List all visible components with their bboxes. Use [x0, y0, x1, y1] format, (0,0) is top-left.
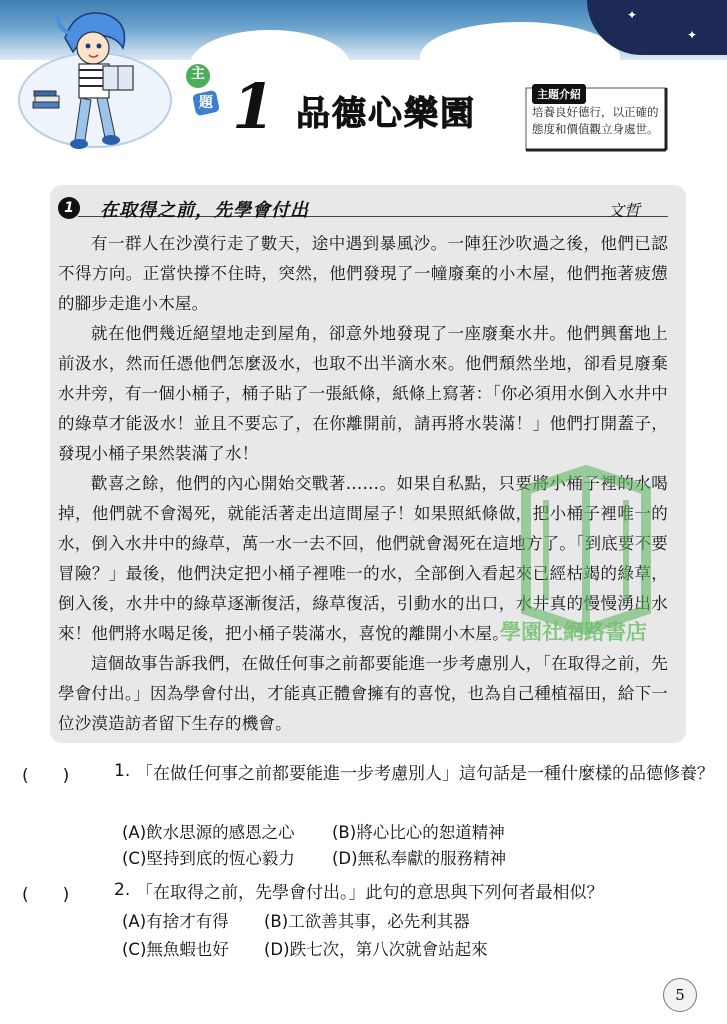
story-author: 文哲: [608, 201, 641, 220]
theme-badge-char-1: 主: [191, 66, 205, 82]
watermark-text: 學園社網路書店: [500, 620, 647, 644]
page-number: 5: [663, 978, 697, 1012]
option-d[interactable]: (D)跌七次，第八次就會站起來: [264, 940, 488, 959]
story-paragraph: 歡喜之餘，他們的內心開始交戰著……。如果自私點，只要將小桶子裡的水喝掉，他們就不會渴死，就能活著走出這間屋子！如果照紙條做，把小桶子裡唯一的水，倒入水井中的綠草，萬一水一去不回，他們就會渴死在這地方了。「到底要不要冒險？」最後，他們決定把小桶子裡唯一的水，全部倒入看起來已經枯竭的綠草，倒入後，水井中的綠草逐漸復活，綠草復活，引動水的出口，水井真的慢慢湧出水來！他們將水喝足後，把小桶子裝滿水，喜悅的離開小木屋。: [58, 474, 668, 643]
books-stack-icon: [32, 90, 62, 110]
girl-reading-illustration: [45, 8, 145, 160]
question-number: 2.: [114, 880, 131, 900]
answer-blank[interactable]: ( ): [22, 885, 70, 905]
answer-blank[interactable]: ( ): [22, 766, 70, 786]
option-a[interactable]: (A)有捨才有得: [122, 912, 229, 931]
story-number-badge: 1: [58, 197, 80, 219]
option-d[interactable]: (D)無私奉獻的服務精神: [332, 849, 507, 868]
option-c[interactable]: (C)堅持到底的恆心毅力: [122, 849, 295, 868]
story-paragraph: 就在他們幾近絕望地走到屋角，卻意外地發現了一座廢棄水井。他們興奮地上前汲水，然而任憑他們怎麼汲水，也取不出半滴水來。他們頹然坐地，卻看見廢棄水井旁，有一個小桶子，桶子貼了一張紙條，紙條上寫著：「你必須用水倒入水井中的綠草才能汲水！並且不要忘了，在你離開前，請再將水裝滿！」他們打開蓋子，發現小桶子果然裝滿了水！: [58, 324, 668, 463]
chapter-title: 品德心樂園: [296, 94, 476, 134]
option-b[interactable]: (B)工欲善其事，必先利其器: [264, 912, 470, 931]
option-b[interactable]: (B)將心比心的恕道精神: [332, 823, 505, 842]
chapter-number: 1: [232, 70, 276, 143]
question-2: [22, 878, 702, 960]
theme-intro-label: 主題介紹: [532, 84, 586, 104]
story-paragraph: 這個故事告訴我們，在做任何事之前都要能進一步考慮別人，「在取得之前，先學會付出。」因為學會付出，才能真正體會擁有的喜悅，也為自己種植福田，給下一位沙漠造訪者留下生存的機會。: [58, 654, 668, 733]
story-title: 在取得之前，先學會付出: [100, 200, 309, 221]
question-number: 1.: [114, 761, 131, 781]
star-icon: ✦: [627, 8, 638, 22]
story-paragraph: 有一群人在沙漠行走了數天，途中遇到暴風沙。一陣狂沙吹過之後，他們已認不得方向。正當快撐不住時，突然，他們發現了一幢廢棄的小木屋，他們拖著疲憊的腳步走進小木屋。: [58, 234, 668, 313]
option-a[interactable]: (A)飲水思源的感恩之心: [122, 823, 295, 842]
option-c[interactable]: (C)無魚蝦也好: [122, 940, 229, 959]
question-text: 「在做任何事之前都要能進一步考慮別人」這句話是一種什麼樣的品德修養？: [136, 764, 714, 784]
star-icon: ✦: [687, 28, 698, 42]
banner-cloud: [420, 22, 620, 92]
theme-intro-text: 培養良好德行，以正確的態度和價值觀立身處世。: [532, 105, 659, 136]
theme-badge-char-2: 題: [199, 95, 213, 111]
question-text: 「在取得之前，先學會付出。」此句的意思與下列何者最相似？: [136, 883, 604, 903]
question-1: [22, 759, 714, 869]
